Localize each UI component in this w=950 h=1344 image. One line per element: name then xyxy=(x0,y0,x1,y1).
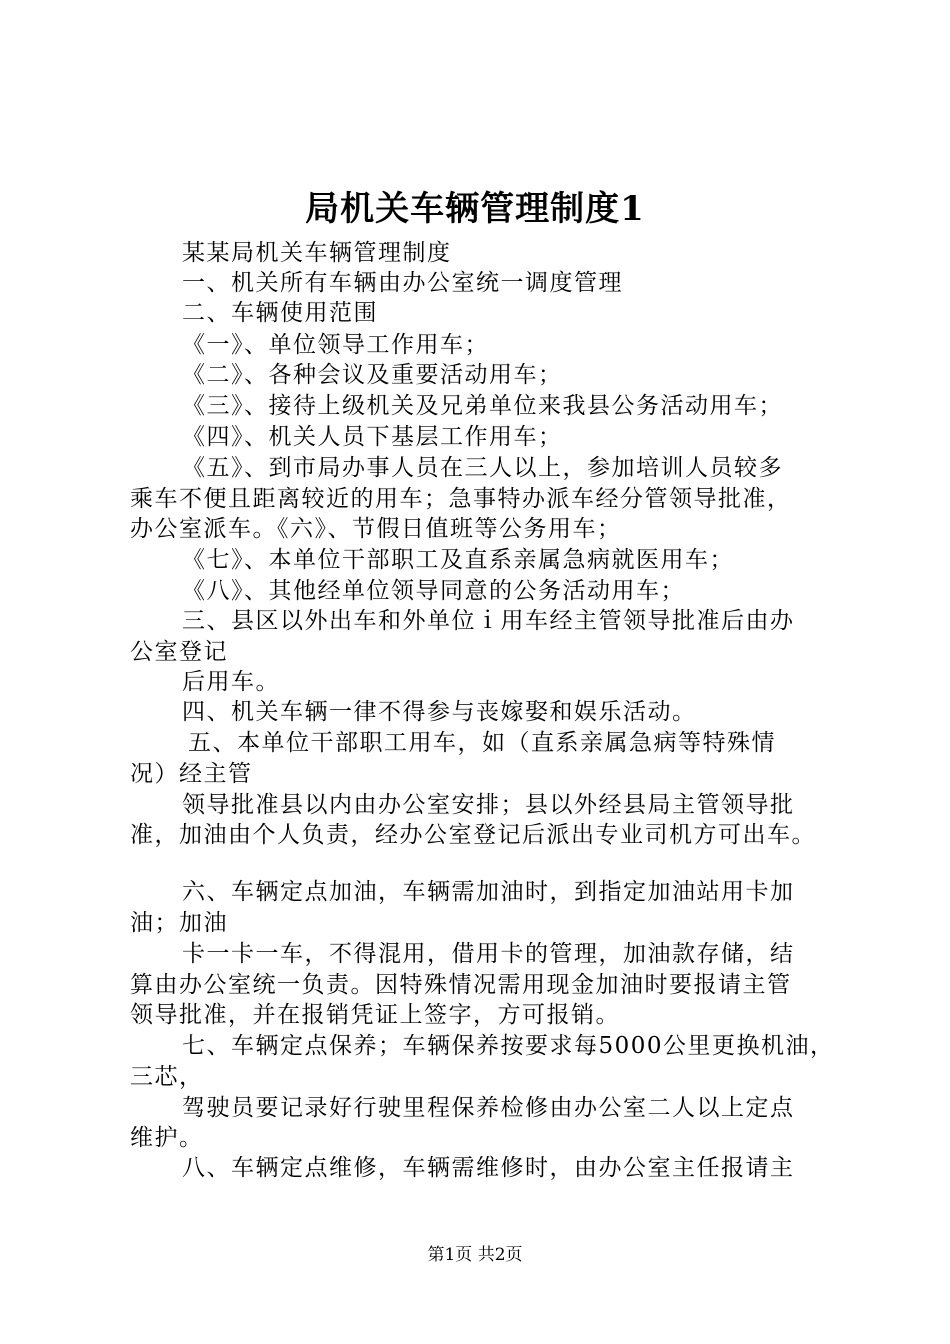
text-line: 卡一卡一车，不得混用，借用卡的管理，加油款存储，结 xyxy=(182,941,795,967)
text-line: 况）经主管 xyxy=(130,761,253,787)
document-title: 局机关车辆管理制度1 xyxy=(305,189,645,229)
text-line: 五、本单位干部职工用车，如（直系亲属急病等特殊情 xyxy=(188,730,776,756)
text-line: 二、车辆使用范围 xyxy=(182,300,378,326)
text-line: 后用车。 xyxy=(182,669,280,695)
text-line: 《三》、接待上级机关及兄弟单位来我县公务活动用车； xyxy=(182,393,783,419)
text-line: 六、车辆定点加油，车辆需加油时，到指定加油站用卡加 xyxy=(182,879,795,905)
text-line: 《七》、本单位干部职工及直系亲属急病就医用车； xyxy=(182,547,734,573)
text-line: 四、机关车辆一律不得参与丧嫁娶和娱乐活动。 xyxy=(182,699,697,725)
text-line: 维护。 xyxy=(130,1125,204,1151)
text-line: 公室登记 xyxy=(130,639,228,665)
text-line: 乘车不便且距离较近的用车；急事特办派车经分管领导批准， xyxy=(130,486,792,512)
text-line: 三、县区以外出车和外单位ｉ用车经主管领导批准后由办 xyxy=(182,608,795,634)
page-footer: 第1页 共2页 xyxy=(427,1245,523,1265)
text-line: 七、车辆定点保养；车辆保养按要求每5000公里更换机油， xyxy=(182,1033,835,1059)
text-line: 算由办公室统一负责。因特殊情况需用现金加油时要报请主管 xyxy=(130,972,792,998)
text-line: 《一》、单位领导工作用车； xyxy=(182,332,489,358)
text-line: 办公室派车。《六》、节假日值班等公务用车； xyxy=(130,516,622,542)
text-line: 准，加油由个人负责，经办公室登记后派出专业司机方可出车。 xyxy=(130,822,816,848)
text-line: 领导批准县以内由办公室安排；县以外经县局主管领导批 xyxy=(182,792,795,818)
text-line: 三芯， xyxy=(130,1064,204,1090)
text-line: 《二》、各种会议及重要活动用车； xyxy=(182,362,563,388)
text-line: 《八》、其他经单位领导同意的公务活动用车； xyxy=(182,578,685,604)
text-line: 《五》、到市局办事人员在三人以上，参加培训人员较多 xyxy=(182,455,783,481)
text-line: 某某局机关车辆管理制度 xyxy=(182,240,452,266)
text-line: 一、机关所有车辆由办公室统一调度管理 xyxy=(182,270,623,296)
text-line: 《四》、机关人员下基层工作用车； xyxy=(182,424,563,450)
text-line: 油；加油 xyxy=(130,910,228,936)
text-line: 八、车辆定点维修，车辆需维修时，由办公室主任报请主 xyxy=(182,1155,795,1181)
text-line: 驾驶员要记录好行驶里程保养检修由办公室二人以上定点 xyxy=(182,1095,795,1121)
text-line: 领导批准，并在报销凭证上签字，方可报销。 xyxy=(130,1002,620,1028)
